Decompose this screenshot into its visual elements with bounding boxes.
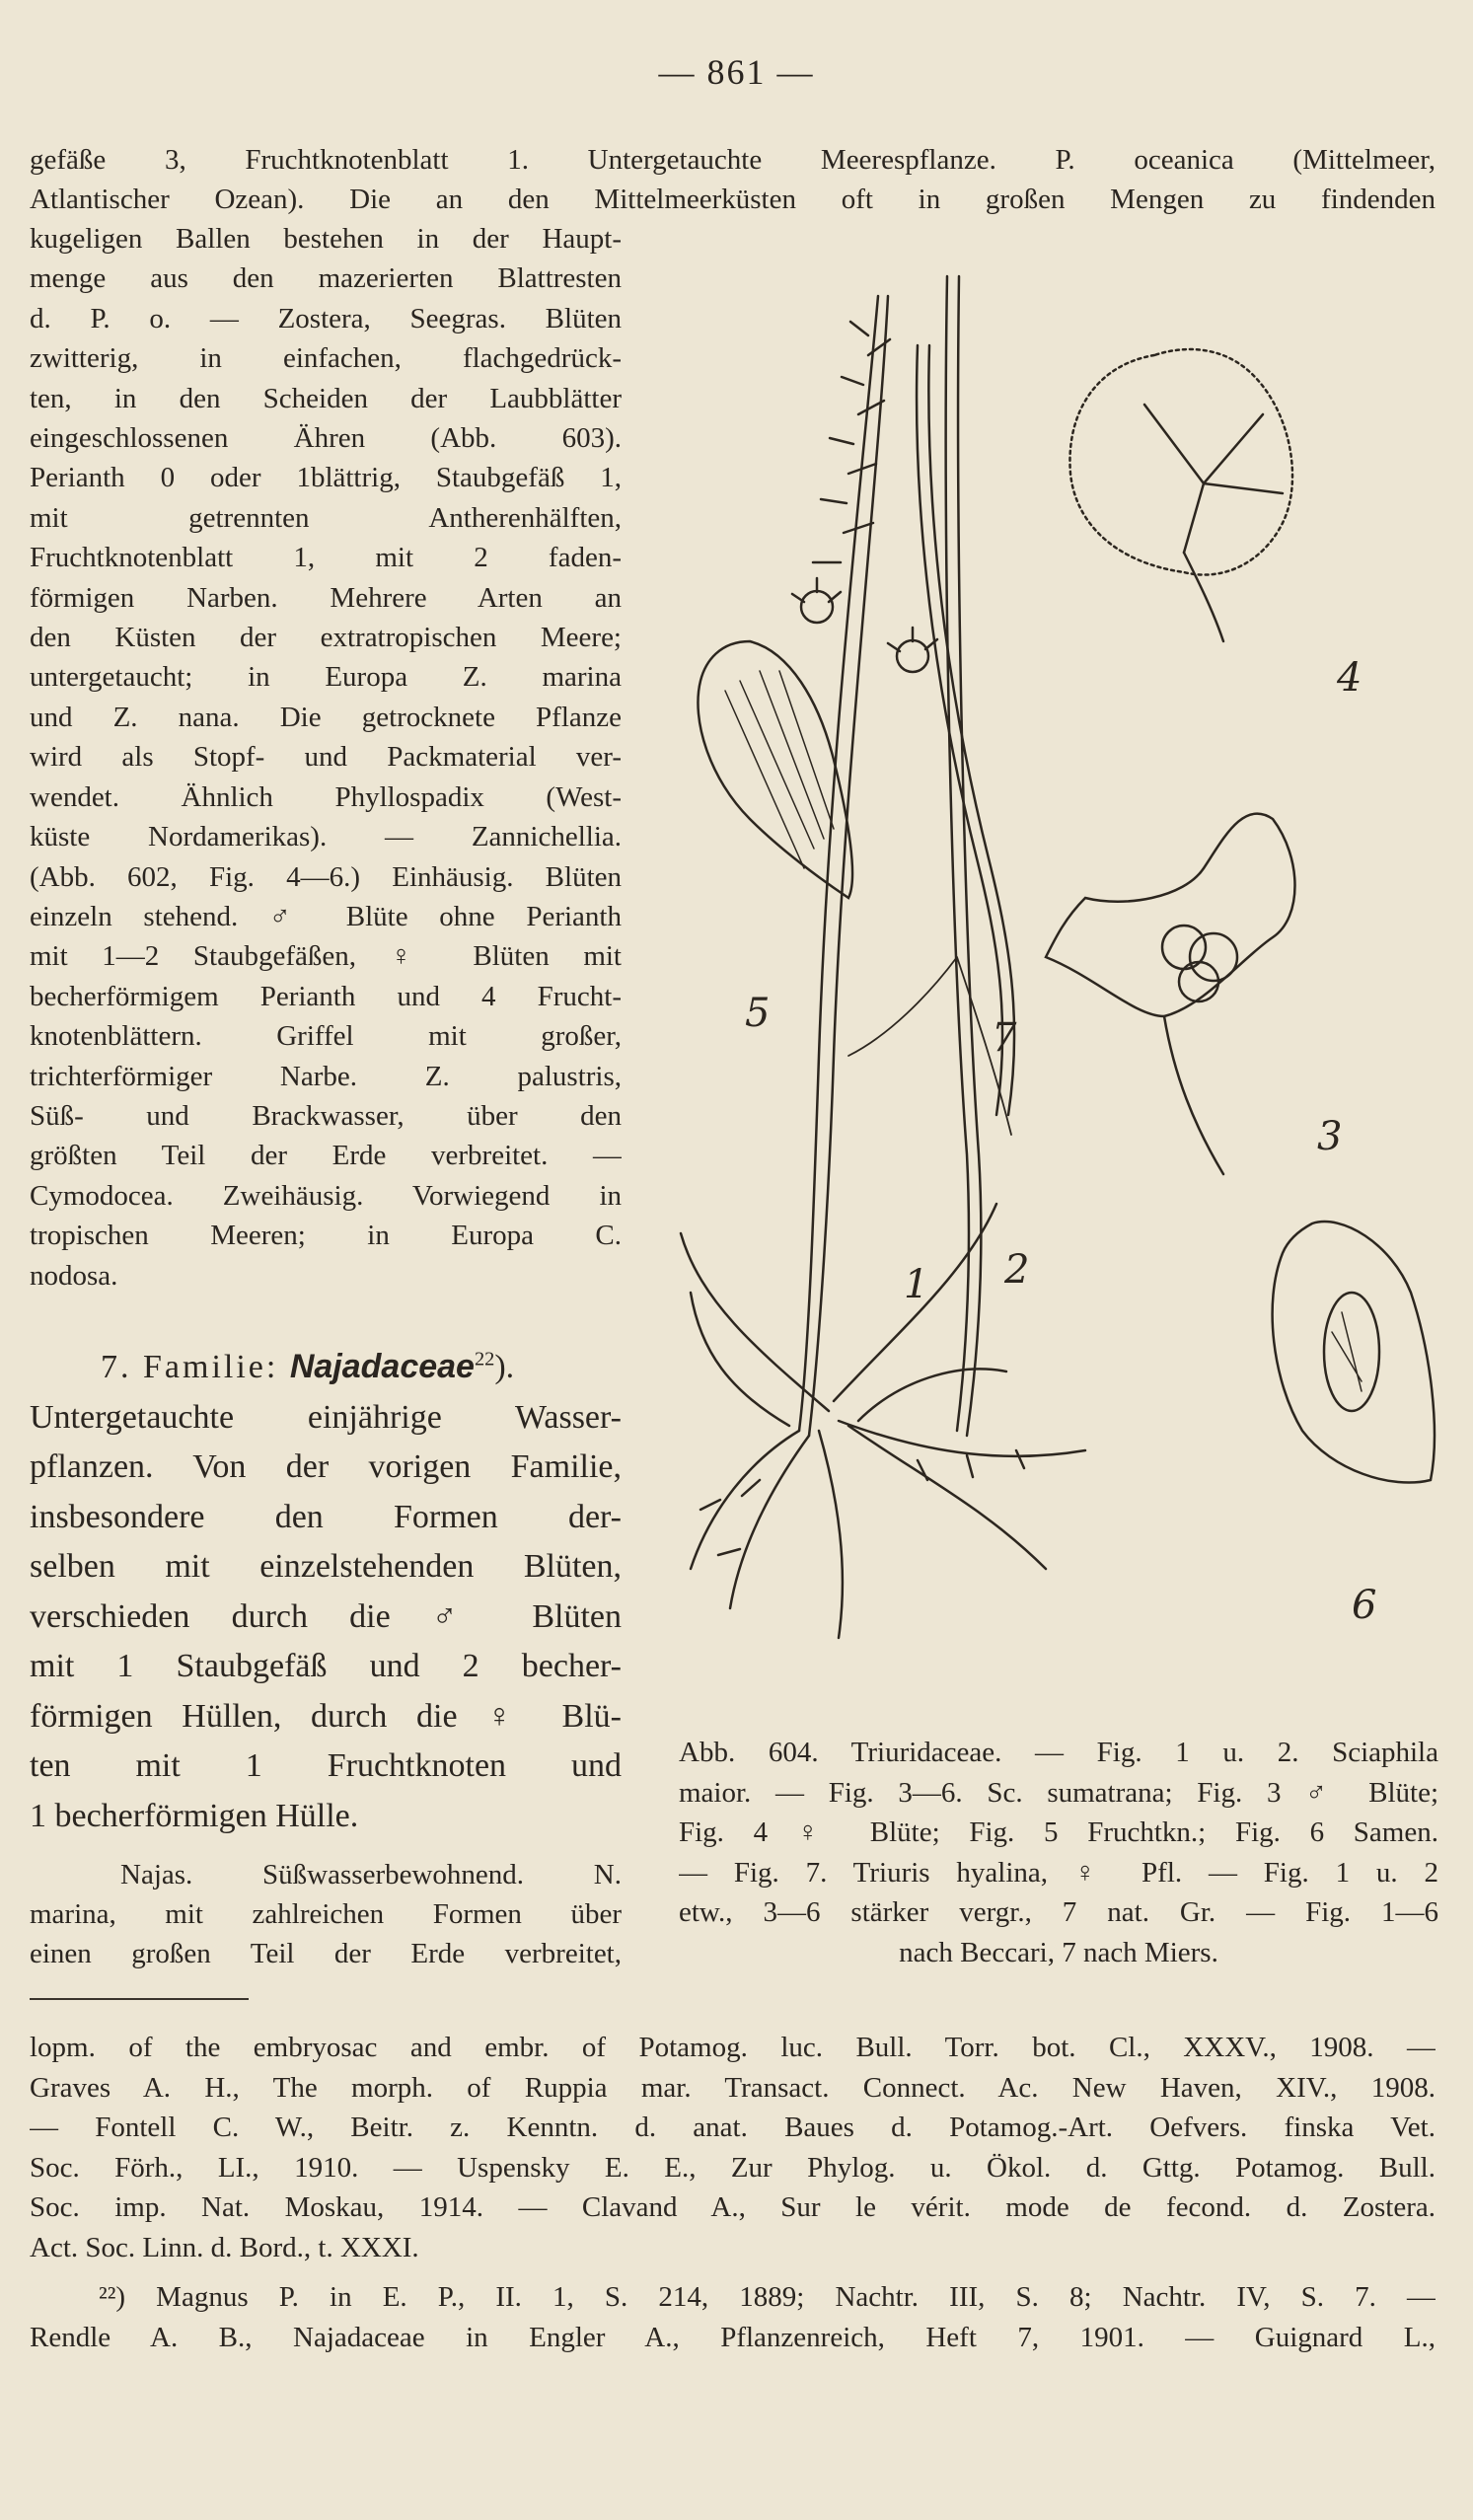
figure-caption [679,1733,1438,1972]
text-line: förmigen Narben. Mehrere Arten an [30,581,622,614]
najas-text [30,1855,622,1973]
text-line: knotenblättern. Griffel mit großer, [30,1020,622,1053]
caption-line: Fig. 4 ♀ Blüte; Fig. 5 Fruchtkn.; Fig. 6 Samen. [679,1816,1438,1848]
family-name: Najadaceae [289,1348,475,1385]
family-heading-suffix: ). [494,1349,515,1385]
text-line: nodosa. [30,1259,118,1292]
text-line: zwitterig, in einfachen, flachgedrück- [30,342,622,375]
footnote-line: Act. Soc. Linn. d. Bord., t. XXXI. [30,2231,419,2263]
text-line: Süß- und Brackwasser, über den [30,1099,622,1132]
footnote-line: Rendle A. B., Najadaceae in Engler A., Pflanzenreich, Heft 7, 1901. — Guignard L., [30,2321,1436,2353]
text-line: einzeln stehend. ♂ Blüte ohne Perianth [30,900,622,932]
text-line: Fruchtknotenblatt 1, mit 2 faden- [30,542,622,574]
text-line: trichterförmiger Narbe. Z. palustris, [30,1060,622,1092]
figure-illustration [671,266,1450,1717]
text-line: becherförmigem Perianth und 4 Frucht- [30,980,622,1012]
text-line: größten Teil der Erde verbreitet. — [30,1140,622,1172]
text-line: eingeschlossenen Ähren (Abb. 603). [30,422,622,455]
text-line: wendet. Ähnlich Phyllospadix (West- [30,780,622,813]
text-line: Untergetauchte einjährige Wasser- [30,1398,622,1436]
text-line: tropischen Meeren; in Europa C. [30,1220,622,1252]
footnote-line: ²²) Magnus P. in E. P., II. 1, S. 214, 1889; Nachtr. III, S. 8; Nachtr. IV, S. 7. — [99,2281,1436,2313]
text-line: Najas. Süßwasserbewohnend. N. [120,1859,622,1890]
text-line: Cymodocea. Zweihäusig. Vorwiegend in [30,1179,622,1212]
figure-label-6: 6 [1352,1583,1377,1628]
caption-line: — Fig. 7. Triuris hyalina, ♀ Pfl. — Fig. 1 u. 2 [679,1856,1438,1889]
left-column-text [30,219,622,1296]
text-line: wird als Stopf- und Packmaterial ver- [30,741,622,774]
text-line: mit 1—2 Staubgefäßen, ♀ Blüten mit [30,940,622,973]
text-line: und Z. nana. Die getrocknete Pflanze [30,701,622,733]
caption-line: nach Beccari, 7 nach Miers. [899,1936,1218,1968]
footnote-ref: 22 [474,1348,495,1371]
family-heading [30,1342,622,1393]
footnote-line: — Fontell C. W., Beitr. z. Kenntn. d. anat. Baues d. Potamog.-Art. Oefvers. finska Vet. [30,2112,1436,2143]
text-line: ten mit 1 Fruchtknoten und [30,1747,622,1784]
text-line: den Küsten der extratropischen Meere; [30,622,622,654]
footnote-divider [30,1998,249,2000]
caption-line: Abb. 604. Triuridaceae. — Fig. 1 u. 2. Sciaphila [679,1737,1438,1768]
text-line: menge aus den mazerierten Blattresten [30,262,622,295]
text-line: 1 becherförmigen Hülle. [30,1797,359,1834]
text-line: mit 1 Staubgefäß und 2 becher- [30,1648,622,1684]
text-line: verschieden durch die ♂ Blüten [30,1597,622,1635]
caption-line: maior. — Fig. 3—6. Sc. sumatrana; Fig. 3 ♂ Blüte; [679,1776,1438,1809]
text-line: ten, in den Scheiden der Laubblätter [30,382,622,414]
text-line: einen großen Teil der Erde verbreitet, [30,1938,622,1969]
caption-line: etw., 3—6 stärker vergr., 7 nat. Gr. — Fig. 1—6 [679,1896,1438,1928]
text-line: d. P. o. — Zostera, Seegras. Blüten [30,302,622,334]
figure-label-3: 3 [1317,1114,1343,1159]
footnote-line: Graves A. H., The morph. of Ruppia mar. Transact. Connect. Ac. New Haven, XIV., 1908. [30,2071,1436,2104]
text-line: pflanzen. Von der vorigen Familie, [30,1448,622,1485]
text-line: kugeligen Ballen bestehen in der Haupt- [30,223,622,255]
text-line: untergetaucht; in Europa Z. marina [30,661,622,694]
figure-label-1: 1 [904,1262,929,1307]
text-line: Perianth 0 oder 1blättrig, Staubgefäß 1, [30,462,622,494]
footnote-line: Soc. Förh., LI., 1910. — Uspensky E. E., Zur Phylog. u. Ökol. d. Gttg. Potamog. Bull. [30,2151,1436,2184]
footnote-line: Soc. imp. Nat. Moskau, 1914. — Clavand A., Sur le vérit. mode de fecond. d. Zostera. [30,2191,1436,2223]
text-line: insbesondere den Formen der- [30,1498,622,1535]
footnotes [30,2028,1436,2357]
botanical-figure [671,266,1450,1717]
footnote-line: lopm. of the embryosac and embr. of Potamog. luc. Bull. Torr. bot. Cl., XXXV., 1908. — [30,2032,1436,2063]
text-line: förmigen Hüllen, durch die ♀ Blü- [30,1697,622,1735]
figure-label-4: 4 [1337,655,1363,701]
text-line: küste Nordamerikas). — Zannichellia. [30,821,622,853]
figure-label-2: 2 [1004,1247,1030,1293]
figure-label-7: 7 [992,1015,1017,1061]
text-line: selben mit einzelstehenden Blüten, [30,1548,622,1585]
figure-label-5: 5 [745,991,771,1036]
text-line: marina, mit zahlreichen Formen über [30,1898,622,1930]
family-heading-prefix: 7. Familie: [101,1349,290,1385]
page-number: — 861 — [658,52,815,92]
text-line: mit getrennten Antherenhälften, [30,501,622,534]
family-section [30,1342,622,1841]
text-line: (Abb. 602, Fig. 4—6.) Einhäusig. Blüten [30,860,622,893]
text-line: gefäße 3, Fruchtknotenblatt 1. Untergetauchte Meerespflanze. P. oceanica (Mittelmeer, [30,144,1436,176]
text-line: Atlantischer Ozean). Die an den Mittelmeerküsten oft in großen Mengen zu findenden [30,184,1436,215]
